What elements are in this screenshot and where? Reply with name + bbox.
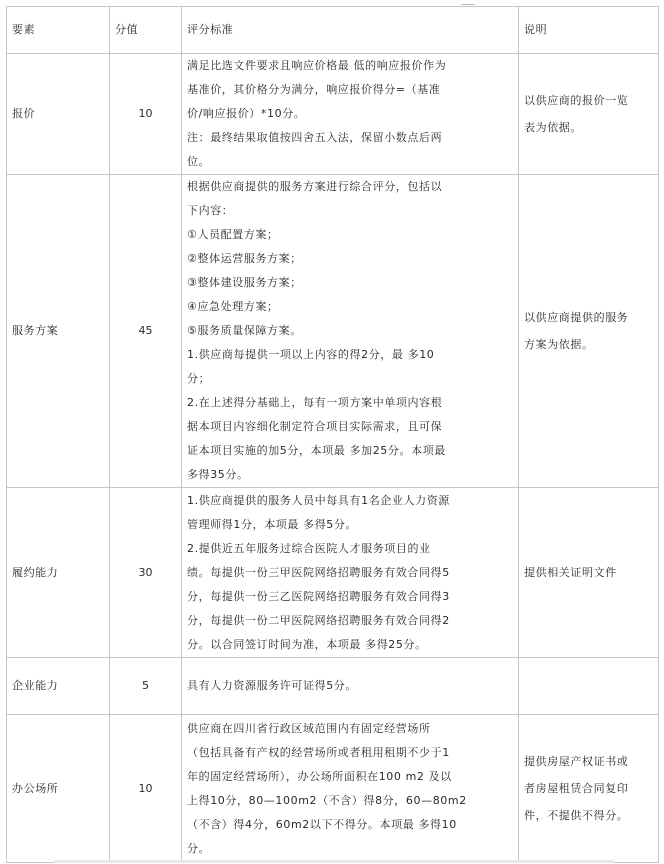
criteria-line: 分。 <box>187 841 211 855</box>
criteria-line: 2.提供近五年服务过综合医院人才服务项目的业 <box>187 541 431 555</box>
table-header-row <box>7 7 659 54</box>
criteria-line: ①人员配置方案； <box>187 228 279 241</box>
row-element: 办公场所 <box>7 715 110 863</box>
criteria-line: 供应商在四川省行政区域范围内有固定经营场所 <box>187 721 431 735</box>
criteria-line: 分，每提供一份三乙医院网络招聘服务有效合同得3 <box>187 589 450 603</box>
row-score: 30 <box>110 488 182 658</box>
row-criteria <box>182 488 519 658</box>
page-top-mark <box>461 4 475 5</box>
header-score: 分值 <box>110 7 182 54</box>
row-element: 服务方案 <box>7 175 110 488</box>
criteria-line: ②整体运营服务方案； <box>187 252 302 265</box>
criteria-line: 下内容： <box>187 204 234 217</box>
row-notes <box>519 715 659 863</box>
criteria-line: 1.供应商每提供一项以上内容的得2分，最 多10 <box>187 348 435 361</box>
header-notes: 说明 <box>519 7 659 54</box>
table-row <box>7 54 659 175</box>
row-score: 10 <box>110 54 182 175</box>
criteria-line: 分，每提供一份二甲医院网络招聘服务有效合同得2 <box>187 613 450 627</box>
note-line: 方案为依据。 <box>524 338 594 351</box>
row-score: 45 <box>110 175 182 488</box>
criteria-line: 1.供应商提供的服务人员中每具有1名企业人力资源 <box>187 493 450 507</box>
criteria-line: 上得10分，80—100m2（不含）得8分，60—80m2 <box>187 793 467 807</box>
criteria-line: ⑤服务质量保障方案。 <box>187 324 302 337</box>
criteria-line: 分。以合同签订时间为准，本项最 多得25分。 <box>187 637 427 651</box>
criteria-line: 分； <box>187 372 211 385</box>
criteria-line: （不含）得4分，60m2以下不得分。本项最 多得10 <box>187 817 457 831</box>
criteria-line: ④应急处理方案； <box>187 300 279 313</box>
note-line: 提供房屋产权证书或 <box>524 755 629 768</box>
scoring-table <box>6 6 659 863</box>
criteria-line: 证本项目实施的加5分，本项最 多加25分。本项最 <box>187 444 446 457</box>
table-row <box>7 488 659 658</box>
note-line: 件，不提供不得分。 <box>524 809 629 822</box>
criteria-line: （包括具备有产权的经营场所或者租用租期不少于1 <box>187 745 450 759</box>
row-notes <box>519 175 659 488</box>
criteria-line: 管理师得1分，本项最 多得5分。 <box>187 517 358 531</box>
table-row <box>7 658 659 715</box>
row-score: 5 <box>110 658 182 715</box>
criteria-line: 绩。每提供一份三甲医院网络招聘服务有效合同得5 <box>187 565 450 579</box>
criteria-line: 价/响应报价）*10分。 <box>187 107 306 120</box>
row-criteria <box>182 715 519 863</box>
note-line: 提供相关证明文件 <box>524 565 617 579</box>
criteria-line: 多得35分。 <box>187 468 249 481</box>
header-criteria: 评分标准 <box>182 7 519 54</box>
criteria-line: 具有人力资源服务许可证得5分。 <box>187 679 357 692</box>
criteria-line: 注：最终结果取值按四舍五入法，保留小数点后两 <box>187 131 443 144</box>
row-element: 履约能力 <box>7 488 110 658</box>
criteria-line: 满足比选文件要求且响应价格最 低的响应报价作为 <box>187 59 447 72</box>
row-notes <box>519 488 659 658</box>
note-line: 以供应商提供的服务 <box>524 311 629 324</box>
cut-off-text-remnant <box>54 860 614 863</box>
header-element: 要素 <box>7 7 110 54</box>
table-row <box>7 715 659 863</box>
criteria-line: 基准价，其价格分为满分，响应报价得分=（基准 <box>187 83 441 96</box>
row-criteria <box>182 54 519 175</box>
criteria-line: 2.在上述得分基础上，每有一项方案中单项内容根 <box>187 396 443 409</box>
row-score: 10 <box>110 715 182 863</box>
row-notes <box>519 54 659 175</box>
note-line: 者房屋租赁合同复印 <box>524 782 629 795</box>
row-notes <box>519 658 659 715</box>
row-element: 企业能力 <box>7 658 110 715</box>
table-row <box>7 175 659 488</box>
criteria-line: 年的固定经营场所），办公场所面积在100 m2 及以 <box>187 769 452 783</box>
note-line: 表为依据。 <box>524 121 582 134</box>
criteria-line: 据本项目内容细化制定符合项目实际需求，且可保 <box>187 420 443 433</box>
criteria-line: 根据供应商提供的服务方案进行综合评分，包括以 <box>187 180 443 193</box>
row-element: 报价 <box>7 54 110 175</box>
criteria-line: 位。 <box>187 155 211 168</box>
note-line: 以供应商的报价一览 <box>524 94 629 107</box>
row-criteria <box>182 658 519 715</box>
row-criteria <box>182 175 519 488</box>
criteria-line: ③整体建设服务方案； <box>187 276 302 289</box>
